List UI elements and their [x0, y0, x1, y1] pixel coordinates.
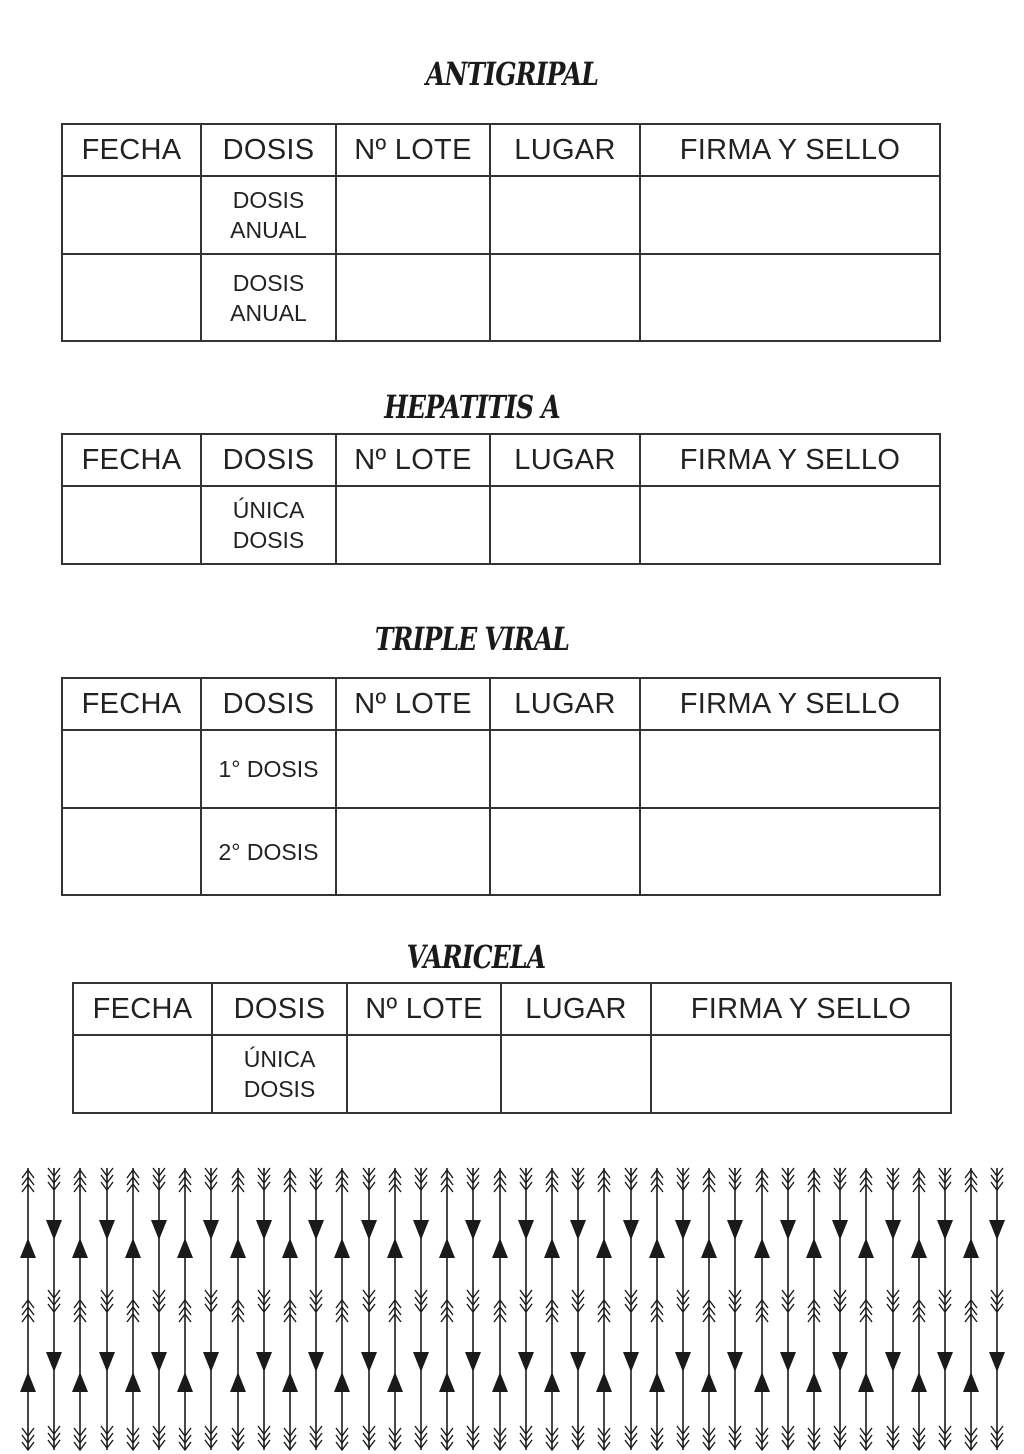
table-header-row [73, 983, 951, 1035]
firma-cell[interactable] [640, 176, 940, 254]
header-dosis: DOSIS [201, 434, 336, 486]
fecha-cell[interactable] [62, 808, 201, 895]
lote-cell[interactable] [336, 254, 490, 341]
vaccine-table-antigripal [61, 123, 941, 342]
header-firma: FIRMA Y SELLO [640, 678, 940, 730]
dosis-cell [212, 1035, 347, 1113]
table-header-row [62, 678, 940, 730]
lugar-cell[interactable] [490, 254, 640, 341]
dose-label: DOSIS ANUAL [230, 187, 307, 243]
header-lugar: LUGAR [490, 124, 640, 176]
firma-cell[interactable] [640, 254, 940, 341]
fecha-cell[interactable] [62, 486, 201, 564]
dose-label: ÚNICA DOSIS [232, 497, 305, 553]
dosis-cell [201, 808, 336, 895]
header-lote: Nº LOTE [336, 678, 490, 730]
fecha-cell[interactable] [62, 730, 201, 808]
header-firma: FIRMA Y SELLO [640, 434, 940, 486]
lugar-cell[interactable] [490, 486, 640, 564]
table-row [73, 1035, 951, 1113]
fecha-cell[interactable] [73, 1035, 212, 1113]
arrow-pattern-icon [0, 1160, 1024, 1454]
header-fecha: FECHA [73, 983, 212, 1035]
header-lote: Nº LOTE [336, 124, 490, 176]
dosis-cell [201, 176, 336, 254]
header-dosis: DOSIS [201, 678, 336, 730]
lugar-cell[interactable] [490, 176, 640, 254]
dosis-cell [201, 486, 336, 564]
dose-label: DOSIS ANUAL [230, 269, 307, 326]
firma-cell[interactable] [640, 730, 940, 808]
firma-cell[interactable] [640, 486, 940, 564]
vaccine-table-triple-viral [61, 677, 941, 896]
table-header-row [62, 434, 940, 486]
header-firma: FIRMA Y SELLO [651, 983, 951, 1035]
dosis-cell [201, 730, 336, 808]
vaccine-table-varicela [72, 982, 952, 1114]
lugar-cell[interactable] [490, 730, 640, 808]
header-dosis: DOSIS [212, 983, 347, 1035]
table-row [62, 730, 940, 808]
dosis-cell [201, 254, 336, 341]
dose-label: 1° DOSIS [218, 756, 319, 782]
table-row [62, 486, 940, 564]
dose-label: 2° DOSIS [218, 838, 319, 865]
header-fecha: FECHA [62, 124, 201, 176]
lugar-cell[interactable] [501, 1035, 651, 1113]
table-row [62, 254, 940, 341]
header-lugar: LUGAR [490, 678, 640, 730]
section-title-hepatitis-a: HEPATITIS A [384, 388, 560, 426]
fecha-cell[interactable] [62, 254, 201, 341]
header-lote: Nº LOTE [336, 434, 490, 486]
header-dosis: DOSIS [201, 124, 336, 176]
header-lugar: LUGAR [490, 434, 640, 486]
header-lugar: LUGAR [501, 983, 651, 1035]
section-title-triple-viral: TRIPLE VIRAL [374, 620, 570, 658]
header-fecha: FECHA [62, 434, 201, 486]
lote-cell[interactable] [347, 1035, 501, 1113]
dose-label: ÚNICA DOSIS [243, 1046, 316, 1102]
fecha-cell[interactable] [62, 176, 201, 254]
lote-cell[interactable] [336, 808, 490, 895]
header-fecha: FECHA [62, 678, 201, 730]
section-title-varicela: VARICELA [406, 938, 546, 976]
firma-cell[interactable] [651, 1035, 951, 1113]
lote-cell[interactable] [336, 730, 490, 808]
header-firma: FIRMA Y SELLO [640, 124, 940, 176]
section-title-antigripal: ANTIGRIPAL [425, 55, 599, 93]
table-row [62, 808, 940, 895]
firma-cell[interactable] [640, 808, 940, 895]
table-header-row [62, 124, 940, 176]
table-row [62, 176, 940, 254]
vaccine-table-hepatitis-a [61, 433, 941, 565]
lote-cell[interactable] [336, 486, 490, 564]
header-lote: Nº LOTE [347, 983, 501, 1035]
lugar-cell[interactable] [490, 808, 640, 895]
lote-cell[interactable] [336, 176, 490, 254]
